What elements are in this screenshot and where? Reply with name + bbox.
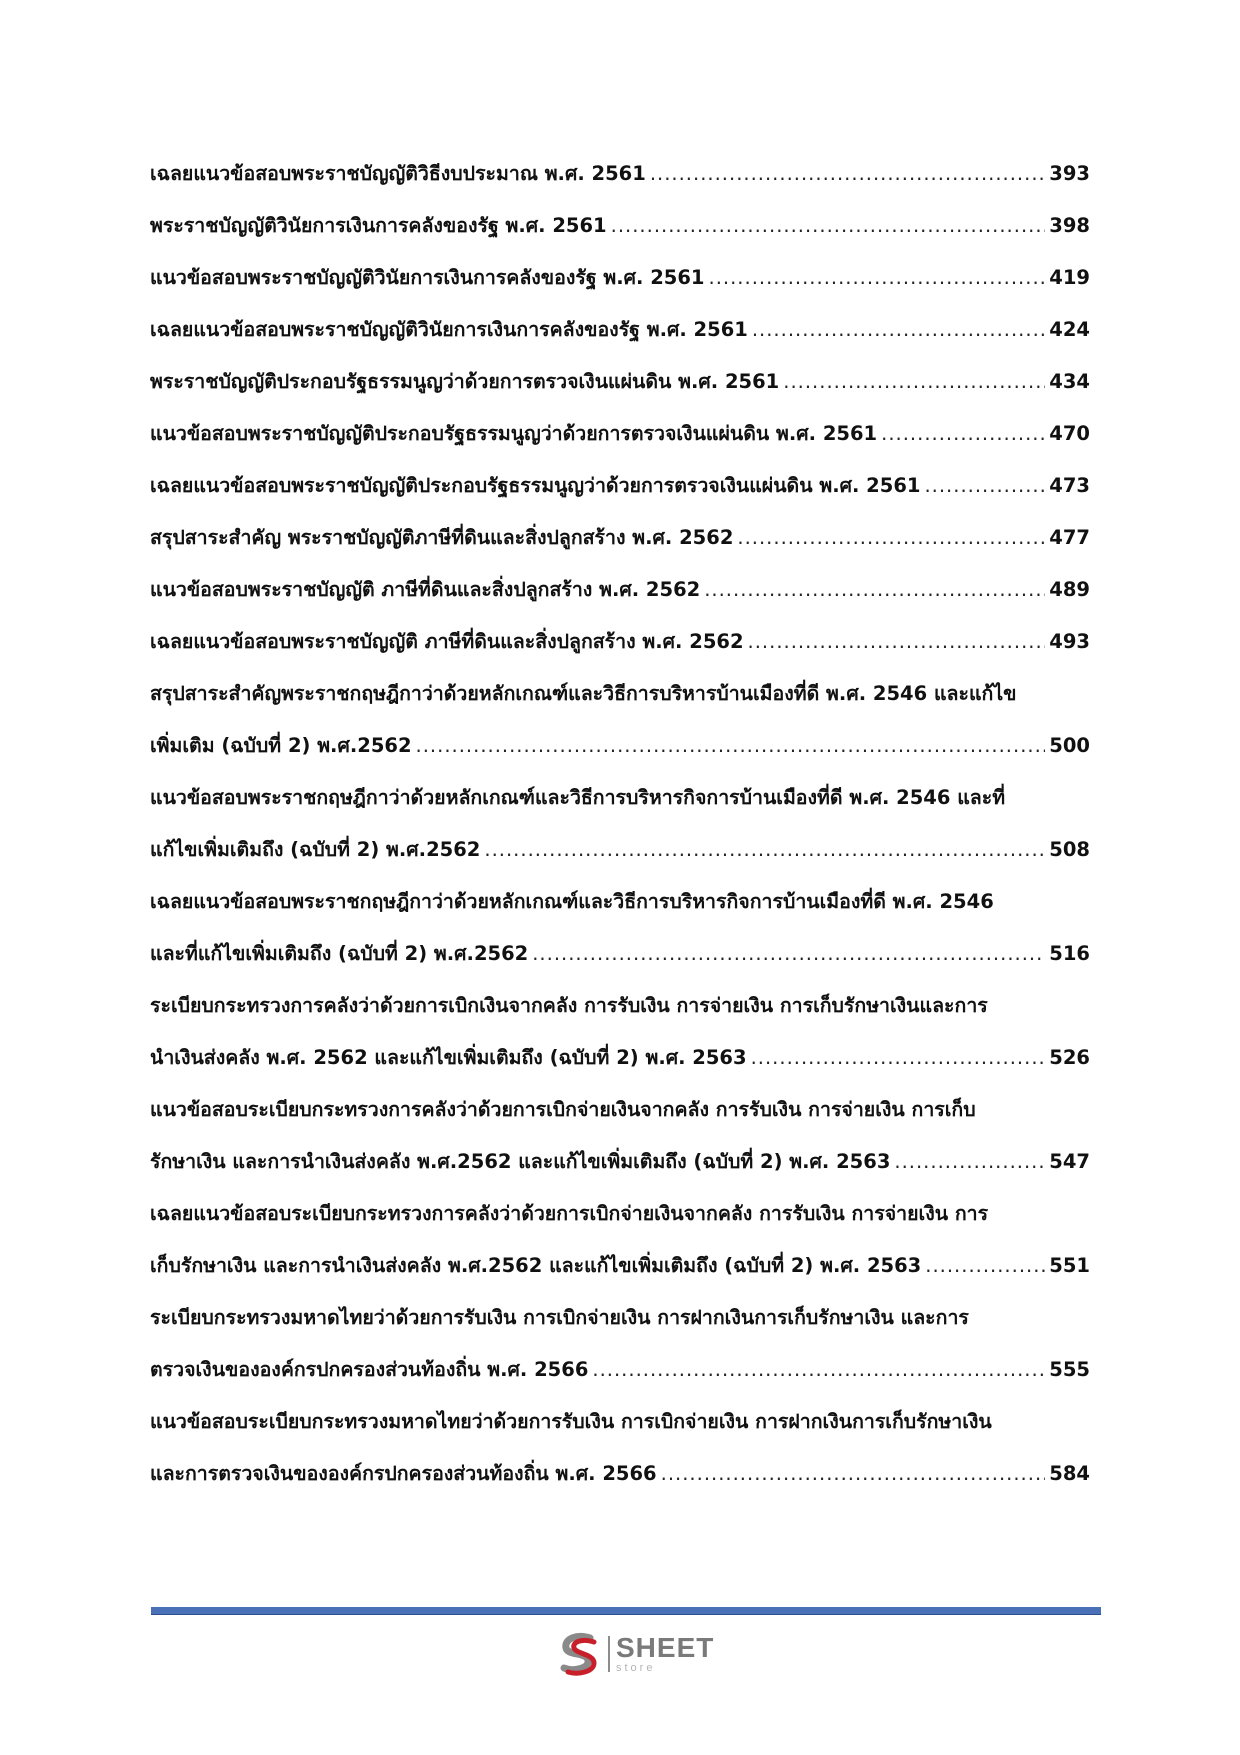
- toc-entry-row: [150, 1136, 1090, 1188]
- toc-entry[interactable]: [150, 668, 1090, 772]
- toc-page-number[interactable]: 473: [1049, 474, 1090, 497]
- toc-entry[interactable]: [150, 460, 1090, 512]
- toc-entry-row: [150, 512, 1090, 564]
- toc-entry[interactable]: [150, 876, 1090, 980]
- toc-entry-row: [150, 616, 1090, 668]
- logo-separator: [608, 1636, 610, 1672]
- toc-page-number[interactable]: 516: [1049, 942, 1090, 965]
- dot-leader: [650, 148, 1045, 200]
- toc-page-number[interactable]: 508: [1049, 838, 1090, 861]
- toc-entry-title: แนวข้อสอบพระราชบัญญัติประกอบรัฐธรรมนูญว่าด้วยการตรวจเงินแผ่นดิน พ.ศ. 2561: [150, 422, 878, 445]
- toc-entry[interactable]: [150, 1292, 1090, 1396]
- dot-leader: [661, 1448, 1046, 1500]
- toc-page-number[interactable]: 547: [1049, 1150, 1090, 1173]
- toc-entry[interactable]: [150, 512, 1090, 564]
- toc-entry-row: [150, 356, 1090, 408]
- toc-entry-title: พระราชบัญญัติวินัยการเงินการคลังของรัฐ พ.ศ. 2561: [150, 214, 607, 237]
- toc-entry-title: ตรวจเงินขององค์กรปกครองส่วนท้องถิ่น พ.ศ. 2566: [150, 1358, 589, 1381]
- footer-rule: [151, 1607, 1101, 1615]
- dot-leader: [737, 512, 1045, 564]
- toc-entry-title: และการตรวจเงินขององค์กรปกครองส่วนท้องถิ่น พ.ศ. 2566: [150, 1462, 657, 1485]
- toc-entry-title-line: ระเบียบกระทรวงการคลังว่าด้วยการเบิกเงินจากคลัง การรับเงิน การจ่ายเงิน การเก็บรักษาเงินและการ: [150, 994, 988, 1017]
- toc-page-number[interactable]: 551: [1049, 1254, 1090, 1277]
- toc-page-number[interactable]: 526: [1049, 1046, 1090, 1069]
- toc-entry[interactable]: [150, 772, 1090, 876]
- toc-entry-title: แนวข้อสอบพระราชบัญญัติ ภาษีที่ดินและสิ่งปลูกสร้าง พ.ศ. 2562: [150, 578, 701, 601]
- toc-entry-row: [150, 460, 1090, 512]
- toc-page-number[interactable]: 555: [1049, 1358, 1090, 1381]
- toc-entry-row: [150, 1240, 1090, 1292]
- dot-leader: [611, 200, 1046, 252]
- toc-entry-row: [150, 304, 1090, 356]
- toc-entry-title: เพิ่มเติม (ฉบับที่ 2) พ.ศ.2562: [150, 734, 412, 757]
- toc-entry-row: [150, 720, 1090, 772]
- toc-entry[interactable]: [150, 356, 1090, 408]
- toc-page-number[interactable]: 493: [1049, 630, 1090, 653]
- toc-entry[interactable]: [150, 252, 1090, 304]
- toc-entry-row: [150, 408, 1090, 460]
- toc-entry[interactable]: [150, 980, 1090, 1084]
- toc-page-number[interactable]: 477: [1049, 526, 1090, 549]
- toc-entry[interactable]: [150, 200, 1090, 252]
- toc-entry[interactable]: [150, 304, 1090, 356]
- toc-entry-title: เฉลยแนวข้อสอบพระราชบัญญัติประกอบรัฐธรรมนูญว่าด้วยการตรวจเงินแผ่นดิน พ.ศ. 2561: [150, 474, 921, 497]
- toc-page-number[interactable]: 424: [1049, 318, 1090, 341]
- toc-entry-row: [150, 148, 1090, 200]
- toc-entry[interactable]: [150, 616, 1090, 668]
- toc-entry-row: [150, 928, 1090, 980]
- toc-page-number[interactable]: 584: [1049, 1462, 1090, 1485]
- toc-entry[interactable]: [150, 1188, 1090, 1292]
- toc-page-number[interactable]: 393: [1049, 162, 1090, 185]
- toc-entry-title-line: แนวข้อสอบพระราชกฤษฎีกาว่าด้วยหลักเกณฑ์และวิธีการบริหารกิจการบ้านเมืองที่ดี พ.ศ. 2546 และที่: [150, 786, 1006, 809]
- dot-leader: [416, 720, 1046, 772]
- toc-entry-title: เฉลยแนวข้อสอบพระราชบัญญัติ ภาษีที่ดินและสิ่งปลูกสร้าง พ.ศ. 2562: [150, 630, 744, 653]
- toc-entry-title: เก็บรักษาเงิน และการนำเงินส่งคลัง พ.ศ.2562 และแก้ไขเพิ่มเติมถึง (ฉบับที่ 2) พ.ศ. 2563: [150, 1254, 922, 1277]
- toc-page-number[interactable]: 419: [1049, 266, 1090, 289]
- dot-leader: [709, 252, 1046, 304]
- toc-entry-title-line: เฉลยแนวข้อสอบพระราชกฤษฎีกาว่าด้วยหลักเกณฑ์และวิธีการบริหารกิจการบ้านเมืองที่ดี พ.ศ. 2546: [150, 890, 994, 913]
- toc-entry-title: พระราชบัญญัติประกอบรัฐธรรมนูญว่าด้วยการตรวจเงินแผ่นดิน พ.ศ. 2561: [150, 370, 780, 393]
- toc-entry-title: แก้ไขเพิ่มเติมถึง (ฉบับที่ 2) พ.ศ.2562: [150, 838, 481, 861]
- toc-entry-row: [150, 1032, 1090, 1084]
- sheet-store-s-icon: [556, 1630, 604, 1678]
- dot-leader: [748, 616, 1046, 668]
- toc-entry-title-line: ระเบียบกระทรวงมหาดไทยว่าด้วยการรับเงิน การเบิกจ่ายเงิน การฝากเงินการเก็บรักษาเงิน และการ: [150, 1306, 969, 1329]
- toc-entry-title: นำเงินส่งคลัง พ.ศ. 2562 และแก้ไขเพิ่มเติมถึง (ฉบับที่ 2) พ.ศ. 2563: [150, 1046, 747, 1069]
- toc-page-number[interactable]: 500: [1049, 734, 1090, 757]
- dot-leader: [532, 928, 1045, 980]
- dot-leader: [783, 356, 1045, 408]
- toc-entry-title: เฉลยแนวข้อสอบพระราชบัญญัติวินัยการเงินการคลังของรัฐ พ.ศ. 2561: [150, 318, 748, 341]
- toc-entry[interactable]: [150, 564, 1090, 616]
- dot-leader: [924, 460, 1045, 512]
- logo-subtitle: store: [616, 1662, 656, 1674]
- dot-leader: [925, 1240, 1045, 1292]
- dot-leader: [592, 1344, 1045, 1396]
- dot-leader: [484, 824, 1045, 876]
- dot-leader: [881, 408, 1045, 460]
- toc-entry-row: [150, 824, 1090, 876]
- toc-entry-title: แนวข้อสอบพระราชบัญญัติวินัยการเงินการคลังของรัฐ พ.ศ. 2561: [150, 266, 705, 289]
- sheet-store-logo: [556, 1628, 726, 1680]
- table-of-contents: [150, 148, 1090, 1500]
- toc-page-number[interactable]: 489: [1049, 578, 1090, 601]
- toc-page-number[interactable]: 398: [1049, 214, 1090, 237]
- toc-entry-title-line: สรุปสาระสำคัญพระราชกฤษฎีกาว่าด้วยหลักเกณฑ์และวิธีการบริหารบ้านเมืองที่ดี พ.ศ. 2546 และแก้ไข: [150, 682, 1017, 705]
- logo-wordmark: SHEET: [616, 1632, 715, 1663]
- toc-entry-row: [150, 252, 1090, 304]
- toc-entry[interactable]: [150, 148, 1090, 200]
- toc-entry-row: [150, 200, 1090, 252]
- toc-entry-title-line: เฉลยแนวข้อสอบระเบียบกระทรวงการคลังว่าด้วยการเบิกจ่ายเงินจากคลัง การรับเงิน การจ่ายเงิน การ: [150, 1202, 989, 1225]
- toc-page-number[interactable]: 434: [1049, 370, 1090, 393]
- toc-entry[interactable]: [150, 408, 1090, 460]
- toc-entry[interactable]: [150, 1396, 1090, 1500]
- toc-entry-row: [150, 1448, 1090, 1500]
- toc-entry-title: เฉลยแนวข้อสอบพระราชบัญญัติวิธีงบประมาณ พ.ศ. 2561: [150, 162, 646, 185]
- dot-leader: [752, 304, 1045, 356]
- toc-entry-title: สรุปสาระสำคัญ พระราชบัญญัติภาษีที่ดินและสิ่งปลูกสร้าง พ.ศ. 2562: [150, 526, 734, 549]
- toc-page-number[interactable]: 470: [1049, 422, 1090, 445]
- toc-entry-title-line: แนวข้อสอบระเบียบกระทรวงมหาดไทยว่าด้วยการรับเงิน การเบิกจ่ายเงิน การฝากเงินการเก็บรักษาเงิน: [150, 1410, 992, 1433]
- dot-leader: [894, 1136, 1045, 1188]
- dot-leader: [751, 1032, 1046, 1084]
- toc-entry-title: รักษาเงิน และการนำเงินส่งคลัง พ.ศ.2562 และแก้ไขเพิ่มเติมถึง (ฉบับที่ 2) พ.ศ. 2563: [150, 1150, 891, 1173]
- toc-entry[interactable]: [150, 1084, 1090, 1188]
- toc-entry-title-line: แนวข้อสอบระเบียบกระทรวงการคลังว่าด้วยการเบิกจ่ายเงินจากคลัง การรับเงิน การจ่ายเงิน การเก็บ: [150, 1098, 976, 1121]
- toc-entry-row: [150, 1344, 1090, 1396]
- dot-leader: [704, 564, 1045, 616]
- toc-entry-row: [150, 564, 1090, 616]
- toc-entry-title: และที่แก้ไขเพิ่มเติมถึง (ฉบับที่ 2) พ.ศ.2562: [150, 942, 529, 965]
